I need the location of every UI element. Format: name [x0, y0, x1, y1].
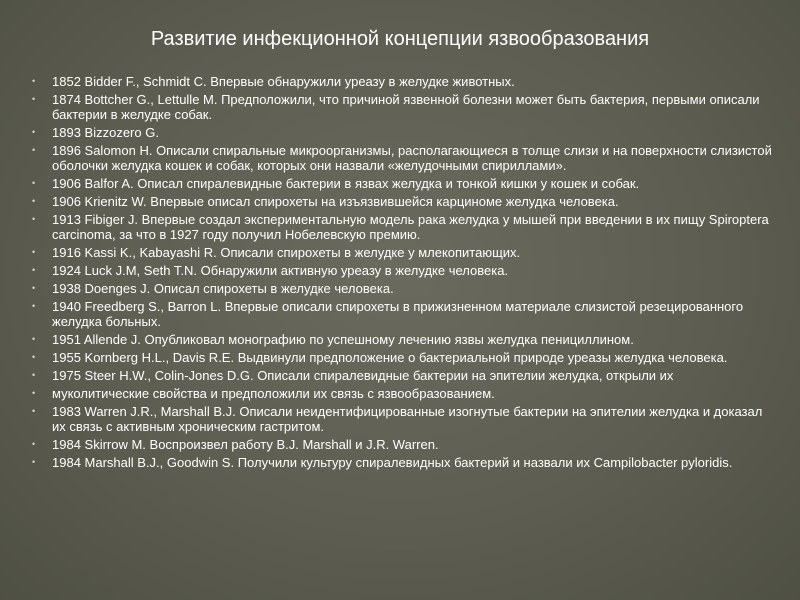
timeline-item — [32, 299, 777, 329]
bullet-icon: • — [32, 145, 36, 155]
bullet-icon: • — [32, 301, 36, 311]
bullet-icon: • — [32, 457, 36, 467]
bullet-icon: • — [32, 214, 36, 224]
timeline-item-text: 1916 Kassi K., Kabayashi R. Описали спирохеты в желудке у млекопитающих. — [52, 245, 521, 260]
bullet-icon: • — [32, 283, 36, 293]
bullet-icon: • — [32, 127, 36, 137]
timeline-item-text: 1874 Bottcher G., Lettulle M. Предположили, что причиной язвенной болезни может быть бактерия, первыми описали бактерии в желудке собак. — [52, 92, 760, 122]
timeline-item-text: 1906 Balfor A. Описал спиралевидные бактерии в язвах желудка и тонкой кишки у кошек и собак. — [52, 176, 640, 191]
timeline-item-text: 1896 Salomon H. Описали спиральные микроорганизмы, располагающиеся в толще слизи и на поверхности слизистой оболочки желудка кошек и собак, которых они назвали «желудочными спириллами». — [52, 143, 772, 173]
timeline-item-text: 1940 Freedberg S., Barron L. Впервые описали спирохеты в прижизненном материале слизистой резецированного желудка больных. — [52, 299, 744, 329]
timeline-item-text: 1984 Skirrow M. Воспроизвел работу B.J. Marshall и J.R. Warren. — [52, 437, 439, 452]
timeline-item-text: 1955 Kornberg H.L., Davis R.E. Выдвинули предположение о бактериальной природе уреазы желудка человека. — [52, 350, 728, 365]
timeline-item — [32, 281, 777, 296]
timeline-item — [32, 455, 777, 470]
bullet-icon: • — [32, 94, 36, 104]
timeline-item — [32, 74, 777, 89]
bullet-icon: • — [32, 334, 36, 344]
timeline-item-text: 1984 Marshall B.J., Goodwin S. Получили культуру спиралевидных бактерий и назвали их Campilobacter pyloridis. — [52, 455, 733, 470]
timeline-item — [32, 437, 777, 452]
timeline-item — [32, 332, 777, 347]
timeline-item-text: 1983 Warren J.R., Marshall B.J. Описали неидентифицированные изогнутые бактерии на эпителии желудка и доказал их связь с активным хроническим гастритом. — [52, 404, 763, 434]
timeline-item — [32, 350, 777, 365]
timeline-item — [32, 386, 777, 401]
timeline-item — [32, 143, 777, 173]
timeline-item-text: муколитические свойства и предположили их связь с язвообразованием. — [52, 386, 495, 401]
timeline-item — [32, 92, 777, 122]
bullet-icon: • — [32, 265, 36, 275]
bullet-icon: • — [32, 406, 36, 416]
timeline-item — [32, 125, 777, 140]
timeline-list — [32, 74, 777, 473]
timeline-item-text: 1893 Bizzozero G. — [52, 125, 159, 140]
slide-title: Развитие инфекционной концепции язвообразования — [150, 28, 650, 50]
bullet-icon: • — [32, 247, 36, 257]
timeline-item — [32, 245, 777, 260]
timeline-item — [32, 194, 777, 209]
timeline-item — [32, 263, 777, 278]
timeline-item — [32, 176, 777, 191]
timeline-item — [32, 212, 777, 242]
timeline-item-text: 1913 Fibiger J. Впервые создал экспериментальную модель рака желудка у мышей при введении в их пищу Spiroptera carcinoma, за что в 1927 году получил Нобелевскую премию. — [52, 212, 769, 242]
bullet-icon: • — [32, 370, 36, 380]
bullet-icon: • — [32, 388, 36, 398]
bullet-icon: • — [32, 352, 36, 362]
timeline-item-text: 1975 Steer H.W., Colin-Jones D.G. Описали спиралевидные бактерии на эпителии желудка, открыли их — [52, 368, 674, 383]
timeline-item-text: 1924 Luck J.M, Seth T.N. Обнаружили активную уреазу в желудке человека. — [52, 263, 509, 278]
bullet-icon: • — [32, 196, 36, 206]
timeline-item-text: 1938 Doenges J. Описал спирохеты в желудке человека. — [52, 281, 394, 296]
timeline-item — [32, 368, 777, 383]
timeline-item-text: 1906 Krienitz W. Впервые описал спирохеты на изъязвившейся карциноме желудка человека. — [52, 194, 619, 209]
timeline-item-text: 1951 Allende J. Опубликовал монографию по успешному лечению язвы желудка пенициллином. — [52, 332, 634, 347]
bullet-icon: • — [32, 178, 36, 188]
bullet-icon: • — [32, 439, 36, 449]
timeline-item — [32, 404, 777, 434]
bullet-icon: • — [32, 76, 36, 86]
timeline-item-text: 1852 Bidder F., Schmidt C. Впервые обнаружили уреазу в желудке животных. — [52, 74, 515, 89]
